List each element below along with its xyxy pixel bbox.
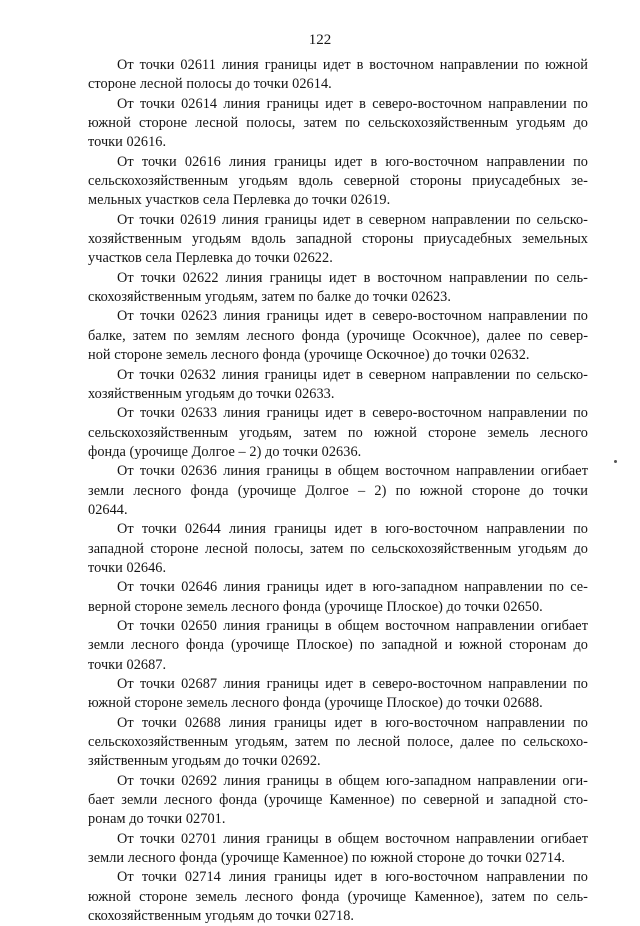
text-line: сельскохозяйственным угодьям, затем по южной стороне земель лесного xyxy=(88,424,588,441)
paragraph xyxy=(88,578,588,617)
text-line: западной стороне лесной полосы, затем по сельскохозяйственным угодьям до xyxy=(88,540,588,557)
text-line: От точки 02701 линия границы в общем восточном направлении огибает xyxy=(117,830,588,847)
text-line: От точки 02687 линия границы идет в северо-восточном направлении по xyxy=(117,676,588,692)
text-line: скохозяйственным угодьям, затем по балке до точки 02623. xyxy=(88,289,451,306)
text-line: ной стороне земель лесного фонда (урочище Оскочное) до точки 02632. xyxy=(88,347,530,364)
text-line: От точки 02622 линия границы идет в восточном направлении по сель- xyxy=(117,269,588,286)
paragraph xyxy=(88,269,588,308)
paragraph xyxy=(88,462,588,520)
text-line: участков села Перлевка до точки 02622. xyxy=(88,250,333,267)
text-line: земли лесного фонда (урочище Плоское) по западной и южной сторонам до xyxy=(88,637,588,654)
text-line: От точки 02636 линия границы в общем восточном направлении огибает xyxy=(117,463,588,480)
text-line: точки 02616. xyxy=(88,134,167,151)
text-line: хозяйственным угодьям до точки 02633. xyxy=(88,385,335,402)
text-line: стороне лесной полосы до точки 02614. xyxy=(88,76,332,93)
text-line: ронам до точки 02701. xyxy=(88,811,226,828)
text-line: От точки 02611 линия границы идет в восточном направлении по южной xyxy=(117,57,588,73)
paragraph xyxy=(88,95,588,153)
paragraph xyxy=(88,520,588,578)
paragraph xyxy=(88,714,588,772)
text-line: От точки 02614 линия границы идет в северо-восточном направлении по xyxy=(117,95,588,112)
text-line: земли лесного фонда (урочище Долгое – 2) по южной стороне до точки xyxy=(88,482,588,499)
paragraph xyxy=(88,153,588,211)
text-line: От точки 02633 линия границы идет в северо-восточном направлении по xyxy=(117,405,588,422)
text-line: сельскохозяйственным угодьям вдоль северной стороны приусадебных зе- xyxy=(88,173,588,190)
text-line: балке, затем по землям лесного фонда (урочище Осокчное), далее по север- xyxy=(88,327,588,344)
paragraph xyxy=(88,772,588,830)
page-number: 122 xyxy=(308,32,332,48)
text-line: От точки 02644 линия границы идет в юго-восточном направлении по xyxy=(117,521,588,538)
text-line: верной стороне земель лесного фонда (урочище Плоское) до точки 02650. xyxy=(88,598,543,615)
text-line: хозяйственным угодьям вдоль западной стороны приусадебных земельных xyxy=(88,231,588,248)
text-line: От точки 02616 линия границы идет в юго-восточном направлении по xyxy=(117,153,588,170)
paragraph xyxy=(88,617,588,675)
scan-speck xyxy=(614,460,617,463)
text-line: бает земли лесного фонда (урочище Каменное) по северной и западной сто- xyxy=(88,792,588,809)
paragraph xyxy=(88,366,588,405)
document-body xyxy=(88,56,588,926)
text-line: мельных участков села Перлевка до точки 02619. xyxy=(88,192,391,209)
text-line: От точки 02688 линия границы идет в юго-восточном направлении по xyxy=(117,714,588,731)
text-line: сельскохозяйственным угодьям, затем по лесной полосе, далее по сельскохо- xyxy=(88,734,588,751)
text-line: От точки 02619 линия границы идет в северном направлении по сельско- xyxy=(117,211,588,228)
text-line: От точки 02714 линия границы идет в юго-восточном направлении по xyxy=(117,869,588,886)
text-line: земли лесного фонда (урочище Каменное) по южной стороне до точки 02714. xyxy=(88,850,565,867)
text-line: фонда (урочище Долгое – 2) до точки 02636. xyxy=(88,443,362,460)
text-line: От точки 02623 линия границы идет в северо-восточном направлении по xyxy=(117,308,588,325)
paragraph xyxy=(88,404,588,462)
paragraph xyxy=(88,211,588,269)
text-line: От точки 02692 линия границы в общем юго-западном направлении оги- xyxy=(117,772,588,789)
text-line: скохозяйственным угодьям до точки 02718. xyxy=(88,908,355,925)
text-line: От точки 02650 линия границы в общем восточном направлении огибает xyxy=(117,617,588,634)
paragraph xyxy=(88,307,588,365)
paragraph xyxy=(88,830,588,869)
paragraph xyxy=(88,868,588,926)
text-line: От точки 02646 линия границы идет в юго-западном направлении по се- xyxy=(117,579,588,596)
text-line: точки 02687. xyxy=(88,656,167,673)
text-line: зяйственным угодьям до точки 02692. xyxy=(88,753,321,770)
text-line: 02644. xyxy=(88,501,128,518)
paragraph xyxy=(88,56,588,95)
text-line: точки 02646. xyxy=(88,559,167,576)
text-line: южной стороне земель лесного фонда (урочище Плоское) до точки 02688. xyxy=(88,695,543,712)
text-line: южной стороне земель лесного фонда (урочище Каменное), затем по сель- xyxy=(88,888,588,905)
text-line: От точки 02632 линия границы идет в северном направлении по сельско- xyxy=(117,366,588,383)
paragraph xyxy=(88,675,588,714)
text-line: южной стороне лесной полосы, затем по сельскохозяйственным угодьям до xyxy=(88,115,588,132)
